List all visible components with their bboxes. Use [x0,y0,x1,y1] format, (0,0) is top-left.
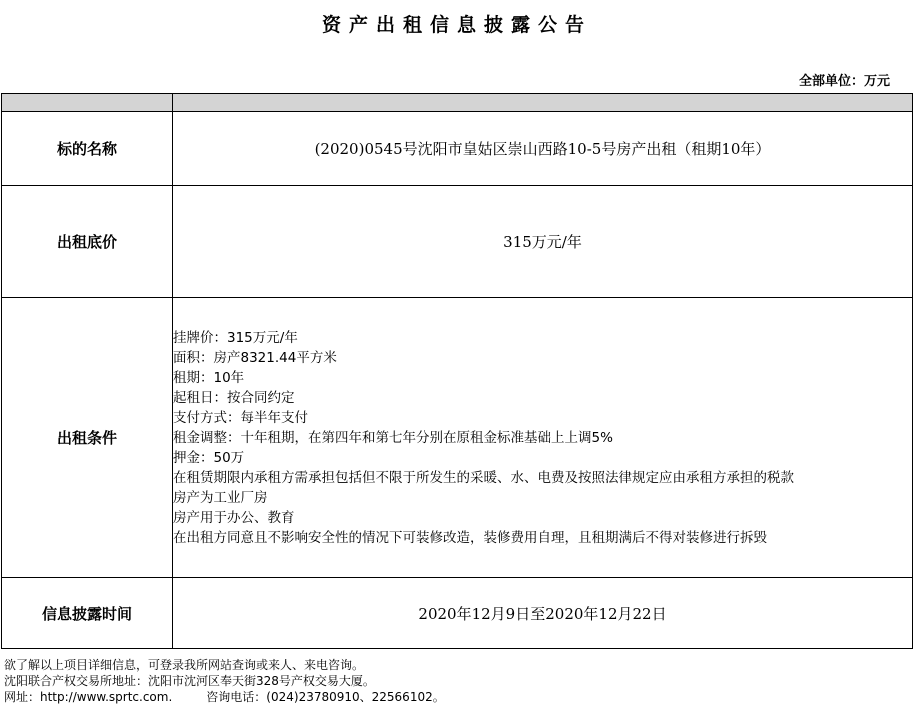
row-label: 信息披露时间 [2,578,173,649]
condition-line: 房产为工业厂房 [173,489,268,506]
condition-line: 在出租方同意且不影响安全性的情况下可装修改造，装修费用自理，且租期满后不得对装修进行拆毁 [173,529,767,546]
row-value: 315万元/年 [173,186,913,298]
info-table [1,93,913,649]
condition-line: 面积：房产8321.44平方米 [173,349,337,366]
row-label: 标的名称 [2,112,173,186]
table-row-disclosure-time [2,578,913,649]
unit-label: 全部单位：万元 [798,74,890,89]
footer-phone: 咨询电话：(024)23780910、22566102。 [206,690,445,704]
footer-note: 欲了解以上项目详细信息，可登录我所网站查询或来人、来电咨询。 [4,658,365,672]
page-title: 资产出租信息披露公告 [321,14,592,36]
header-cell-left [2,94,173,112]
condition-line: 挂牌价：315万元/年 [173,329,298,346]
condition-line: 在租赁期限内承租方需承担包括但不限于所发生的采暖、水、电费及按照法律规定应由承租方承担的税款 [173,469,794,486]
table-row-base-price [2,186,913,298]
footer-address: 沈阳联合产权交易所地址：沈阳市沈河区奉天街328号产权交易大厦。 [4,674,375,688]
condition-line: 租期：10年 [173,369,245,386]
table-row-subject-name [2,112,913,186]
conditions-cell [173,298,913,578]
row-value: 2020年12月9日至2020年12月22日 [173,578,913,649]
row-label: 出租条件 [2,298,173,578]
footer [4,657,445,705]
row-label: 出租底价 [2,186,173,298]
row-value: (2020)0545号沈阳市皇姑区崇山西路10-5号房产出租（租期10年） [173,112,913,186]
condition-line: 房产用于办公、教育 [173,509,295,526]
table-row-conditions [2,298,913,578]
condition-line: 起租日：按合同约定 [173,389,295,406]
condition-line: 押金：50万 [173,449,245,466]
condition-line: 租金调整：十年租期，在第四年和第七年分别在原租金标准基础上上调5% [173,429,613,446]
footer-website: 网址：http://www.sprtc.com. [4,690,173,704]
footer-contact [4,689,445,705]
header-cell-right [173,94,913,112]
table-header-row [2,94,913,112]
condition-line: 支付方式：每半年支付 [173,409,308,426]
